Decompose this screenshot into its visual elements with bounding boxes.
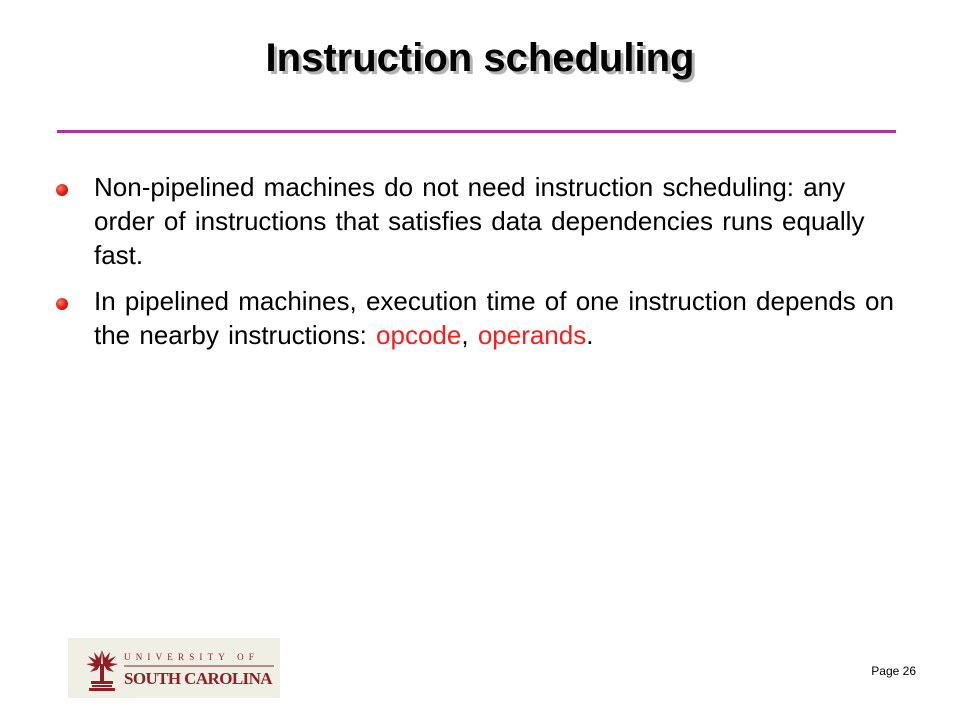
bullet-item-2 bbox=[56, 284, 896, 352]
bullet-end: . bbox=[586, 320, 594, 350]
bullet-dot-icon bbox=[56, 298, 68, 310]
bullet-text-1: Non-pipelined machines do not need instruction scheduling: any order of instructions that satisfies data dependencies runs equally fast. bbox=[94, 172, 865, 270]
slide-title: Instruction scheduling bbox=[265, 36, 695, 80]
bullet-list bbox=[56, 170, 896, 364]
logo-bottom-text: SOUTH CAROLINA bbox=[124, 669, 272, 688]
palmetto-icon bbox=[86, 650, 118, 691]
bullet-dot-icon bbox=[56, 184, 68, 196]
highlight-operands: operands bbox=[477, 320, 587, 350]
bullet-text-2: In pipelined machines, execution time of one instruction depends on the nearby instructions: bbox=[94, 286, 894, 350]
highlight-opcode: opcode bbox=[376, 320, 462, 350]
page-number: Page 26 bbox=[871, 664, 916, 678]
bullet-item-1 bbox=[56, 170, 896, 272]
university-logo-graphic bbox=[68, 638, 280, 698]
logo-top-text: UNIVERSITY OF bbox=[124, 652, 260, 662]
title-divider bbox=[57, 130, 896, 133]
bullet-separator: , bbox=[461, 320, 478, 350]
university-logo bbox=[68, 638, 280, 698]
